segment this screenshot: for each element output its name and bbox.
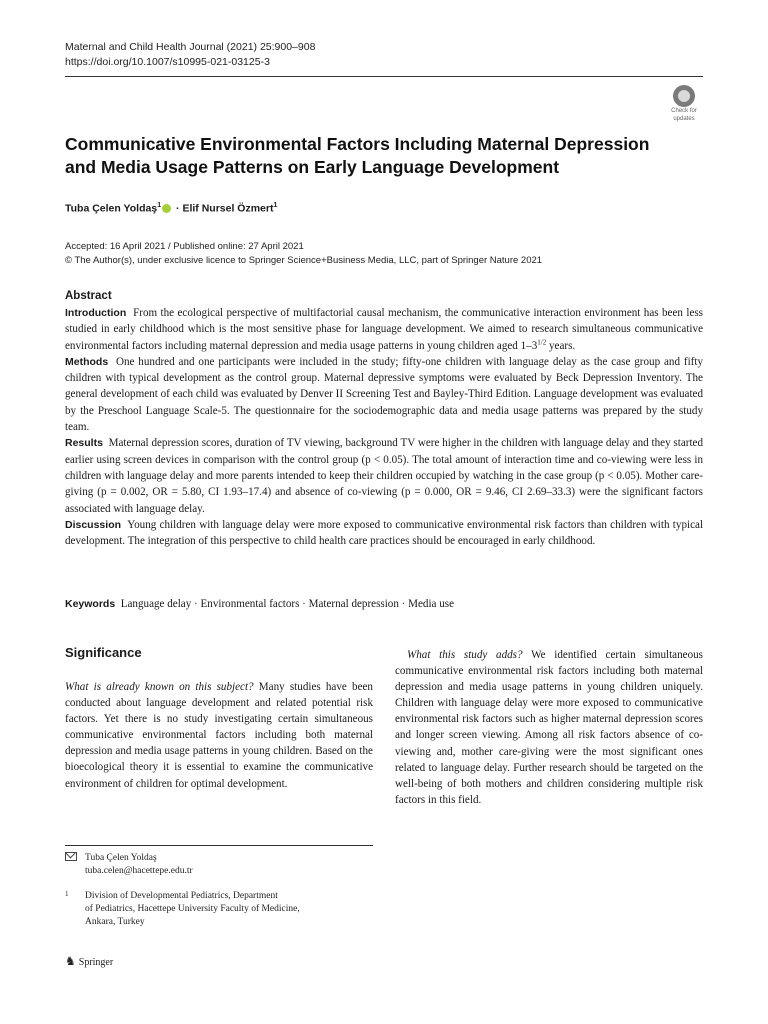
author-2[interactable]: Elif Nursel Özmert	[182, 202, 274, 215]
contact-name: Tuba Çelen Yoldaş	[85, 853, 157, 863]
abstract-results	[65, 435, 703, 516]
orcid-icon[interactable]	[162, 204, 171, 213]
copyright-line: © The Author(s), under exclusive licence to Springer Science+Business Media, LLC, part of Springer Nature 2021	[65, 255, 543, 266]
abstract-methods	[65, 354, 703, 435]
affiliation-line-2: of Pediatrics, Hacettepe University Faculty of Medicine,	[85, 904, 300, 914]
known-question: What is already known on this subject?	[65, 681, 254, 693]
discussion-text: Young children with language delay were more exposed to communicative environmental risk factors than children with typical development. The integration of this perspective to child health care practices should be encouraged in early childhood.	[65, 518, 703, 548]
results-text: Maternal depression scores, duration of TV viewing, background TV were higher in the children with language delay and they started earlier using screen devices in comparison with the control group (p < 0.05). The total amount of interaction time and co-viewing were less in children with language delay and more parents intended to keep their children occupied by watching in the case group (p < 0.05). Mother care-giving (p = 0.002, OR = 5.80, CI 1.93–17.4) and absence of co-viewing (p = 0.000, OR = 9.46, CI 2.69–33.3) were the significant factors associated with language delay.	[65, 437, 704, 515]
affiliation-line-1: Division of Developmental Pediatrics, Department	[85, 891, 278, 901]
significance-adds	[395, 647, 703, 808]
check-for-updates-badge[interactable]	[664, 85, 704, 125]
header-rule	[65, 76, 703, 77]
title-line-1: Communicative Environmental Factors Including Maternal Depression	[65, 134, 650, 154]
publisher-name: Springer	[78, 957, 114, 968]
footnote-rule	[65, 845, 373, 846]
title-line-2: and Media Usage Patterns on Early Language Development	[65, 157, 560, 177]
methods-text: One hundred and one participants were included in the study; fifty-one children with language delay as the case group and fifty children with typical development as the control group. Maternal depressive symptoms were evaluated by Beck Depression Inventory. The general development of each child was evaluated by Denver II Screening Test and Bayley-Third Edition. Language development was evaluated by the Preschool Language Scale-5. The questionnaire for the sociodemographic data and media usage patterns was prepared by the study team.	[65, 355, 704, 434]
methods-label: Methods	[65, 355, 109, 368]
check-label-1: Check for	[671, 108, 697, 114]
author-2-affiliation: 1	[273, 202, 278, 209]
abstract-heading: Abstract	[65, 290, 112, 302]
author-1-affiliation: 1	[157, 202, 162, 209]
author-1[interactable]: Tuba Çelen Yoldaş	[65, 202, 158, 215]
abstract-discussion	[65, 517, 703, 550]
springer-horse-icon: ♞	[65, 954, 76, 968]
affiliation-line-3: Ankara, Turkey	[85, 917, 145, 927]
contact-email[interactable]: tuba.celen@hacettepe.edu.tr	[85, 866, 193, 876]
introduction-sup: 1/2	[537, 337, 547, 346]
article-meta	[65, 240, 542, 268]
introduction-text: From the ecological perspective of multifactorial causal mechanism, the communicative interaction environment has been less studied in early childhood which is the most sensitive phase for language development. We aimed to research simultaneous communicative environmental factors including maternal depression and media usage patterns in young children aged 1–3	[65, 307, 703, 352]
keywords-text: Language delay · Environmental factors · Maternal depression · Media use	[120, 598, 455, 610]
journal-header	[65, 40, 315, 70]
adds-text: We identified certain simultaneous communicative environmental risk factors including both maternal depression and media usage patterns in young children uniquely. Children with language delay were more exposed to communicative environmental risk factors such as higher maternal depression scores and longer screen viewing. Among all risk factors absence of co-viewing and, mother care-giving were the most significant ones related to language delay. Further research should be targeted on the well-being of both mothers and children considering multiple risk factors in this field.	[395, 649, 703, 806]
introduction-label: Introduction	[65, 307, 127, 319]
doi-link[interactable]: https://doi.org/10.1007/s10995-021-03125-3	[65, 56, 270, 68]
affiliation-marker: 1	[65, 890, 69, 898]
abstract-introduction	[65, 305, 703, 354]
keywords	[65, 598, 454, 610]
publication-dates: Accepted: 16 April 2021 / Published online: 27 April 2021	[65, 241, 304, 252]
significance-heading: Significance	[65, 645, 142, 660]
contact-footnote	[65, 852, 373, 878]
known-text: Many studies have been conducted about language development and related potential risk factors. Yet there is no study investigating certain simultaneous communicative environmental factors including both maternal depression and media usage patterns in young children. Based on the bioecological theory it is essential to examine the communicative environment of children for optimal development.	[65, 681, 373, 790]
significance-known	[65, 679, 373, 792]
introduction-end: years.	[546, 339, 576, 352]
discussion-label: Discussion	[65, 518, 122, 531]
article-title	[65, 133, 705, 179]
author-list	[65, 202, 277, 215]
journal-citation: Maternal and Child Health Journal (2021) 25:900–908	[65, 41, 316, 53]
results-label: Results	[65, 437, 103, 450]
adds-question: What this study adds?	[407, 649, 523, 661]
check-updates-icon	[673, 85, 695, 107]
keywords-label: Keywords	[65, 598, 116, 610]
affiliation-footnote	[65, 890, 373, 929]
publisher-logo	[65, 954, 113, 969]
author-separator: ·	[173, 202, 183, 215]
mail-icon	[65, 852, 77, 861]
abstract-body	[65, 305, 703, 549]
check-label-2: updates	[673, 116, 695, 122]
